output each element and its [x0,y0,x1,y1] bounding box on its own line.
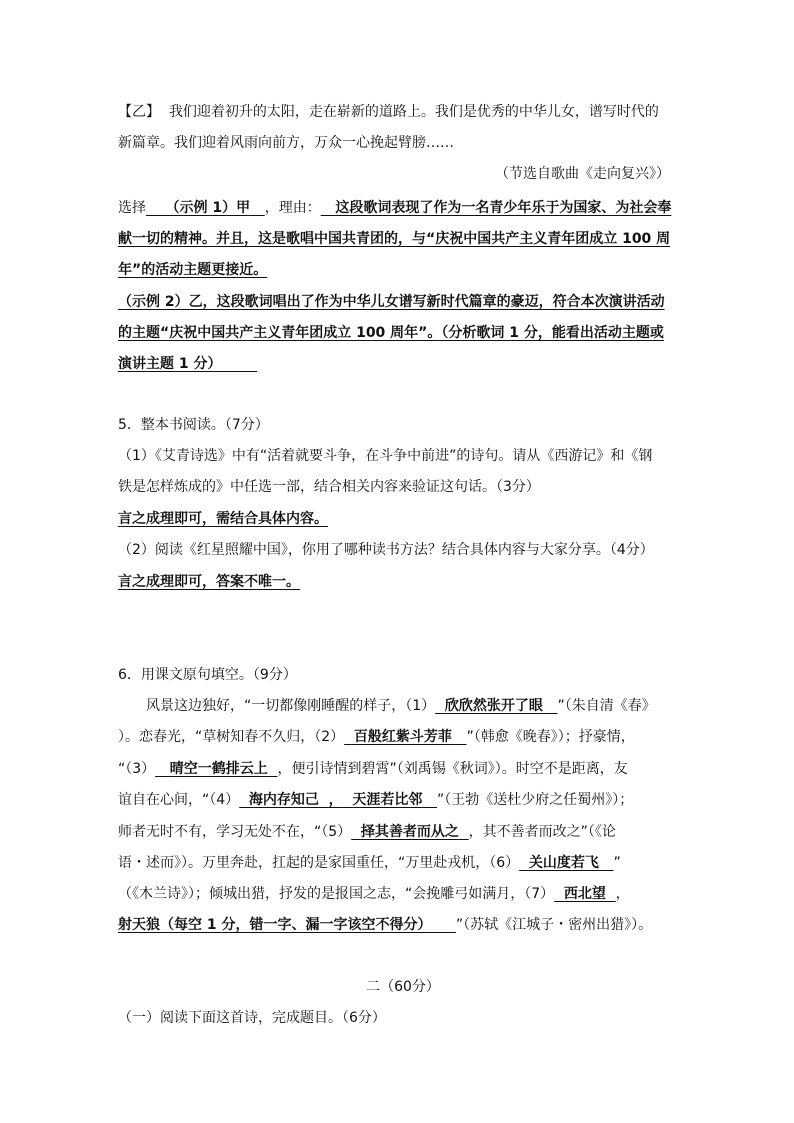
q5-answer-1: 言之成理即可，需结合具体内容。 [118,511,328,527]
lyric-line-2: 新篇章。我们迎着风雨向前方，万众一心挽起臂膀…… [118,135,454,151]
example2-line-2: 的主题“庆祝中国共产主义青年团成立 100 周年”。（分析歌词 1 分，能看出活动主题或 [118,325,664,341]
blank-5: 择其善者而从之 [360,824,459,840]
blank-6: 关山度若飞 [528,855,599,871]
choose-answer: （示例 1）甲 [165,200,251,216]
blank-7-cont: 射天狼（每空 1 分，错一字、漏一字该空不得分） [118,917,432,933]
reason-label: ，理由： [264,200,321,216]
example2-line-3: 演讲主题 1 分） [118,356,222,372]
lyric-line-1 [118,102,688,122]
q5-title: 5．整本书阅读。（7分） [118,417,269,433]
section-label-yi: 【乙】 [118,104,160,120]
blank-7: 西北望 [563,886,606,902]
reason-text-1: 这段歌词表现了作为一名青少年乐于为国家、为社会奉 [335,200,672,216]
blank-1: 欣欣然张开了眼 [444,698,543,714]
q6-line-1: 风景这边独好，“一切都像刚睡醒的样子，（1） 欣欣然张开了眼 ”（朱自清《春》 [146,698,656,714]
reason-text-2: 献一切的精神。并且，这是歌唱中国共青团的，与“庆祝中国共产主义青年团成立 100 周 [118,231,671,247]
q5-sub2: （2）阅读《红星照耀中国》，你用了哪种读书方法？结合具体内容与大家分享。（4分） [118,542,654,558]
q6-line-2: ）。恋春光，“草树知春不久归，（2） 百般红紫斗芳菲 ”（韩愈《晚春》）；抒豪情， [118,729,635,745]
choose-prefix: 选择 [118,200,146,216]
part2-sub1: （一）阅读下面这首诗，完成题目。（6分） [118,1010,386,1026]
q5-sub1-line-2: 铁是怎样炼成的》中任选一部，结合相关内容来验证这句话。（3分） [118,479,540,495]
q5-sub1-line-1: （1）《艾青诗选》中有“活着就要斗争，在斗争中前进”的诗句。请从《西游记》和《钢 [118,448,653,464]
lyric-source: （节选自歌曲《走向复兴》） [495,166,670,182]
part2-heading: 二（60分） [366,979,440,995]
q6-line-6: 语・述而》）。万里奔赴，扛起的是家国重任，“万里赴戎机，（6） 关山度若飞 ” [118,855,621,871]
q6-line-4: 谊自在心间，“（4） 海内存知己 ， 天涯若比邻 ”（王勃《送杜少府之任蜀州》）； [118,792,634,808]
lyric-text-1: 我们迎着初升的太阳，走在崭新的道路上。我们是优秀的中华儿女，谱写时代的 [168,104,659,120]
q6-line-5: 师者无时不有，学习无处不在，“（5） 择其善者而从之 ，其不善者而改之”（《论 [118,824,616,840]
q6-line-7: （《木兰诗》）；倾城出猎，抒发的是报国之志，“会挽雕弓如满月，（7） 西北望 ， [118,886,630,902]
q6-title: 6．用课文原句填空。（9分） [118,667,297,683]
blank-2: 百般红紫斗芳菲 [353,729,452,745]
blank-4: 海内存知己 ， 天涯若比邻 [248,792,423,808]
q6-line-8: 射天狼（每空 1 分，错一字、漏一字该空不得分） ”（苏轼《江城子・密州出猎》）。 [118,917,653,933]
blank-3: 晴空一鹤排云上 [169,761,268,777]
choice-line [118,198,688,218]
q6-line-3: “（3） 晴空一鹤排云上 ，便引诗情到碧霄”（刘禹锡《秋词》）。时空不是距离，友 [118,761,628,777]
reason-text-3: 年”的活动主题更接近。 [118,262,268,278]
example2-line-1: （示例 2）乙，这段歌词唱出了作为中华儿女谱写新时代篇章的豪迈，符合本次演讲活动 [118,294,665,310]
q5-answer-2: 言之成理即可，答案不唯一。 [118,574,300,590]
